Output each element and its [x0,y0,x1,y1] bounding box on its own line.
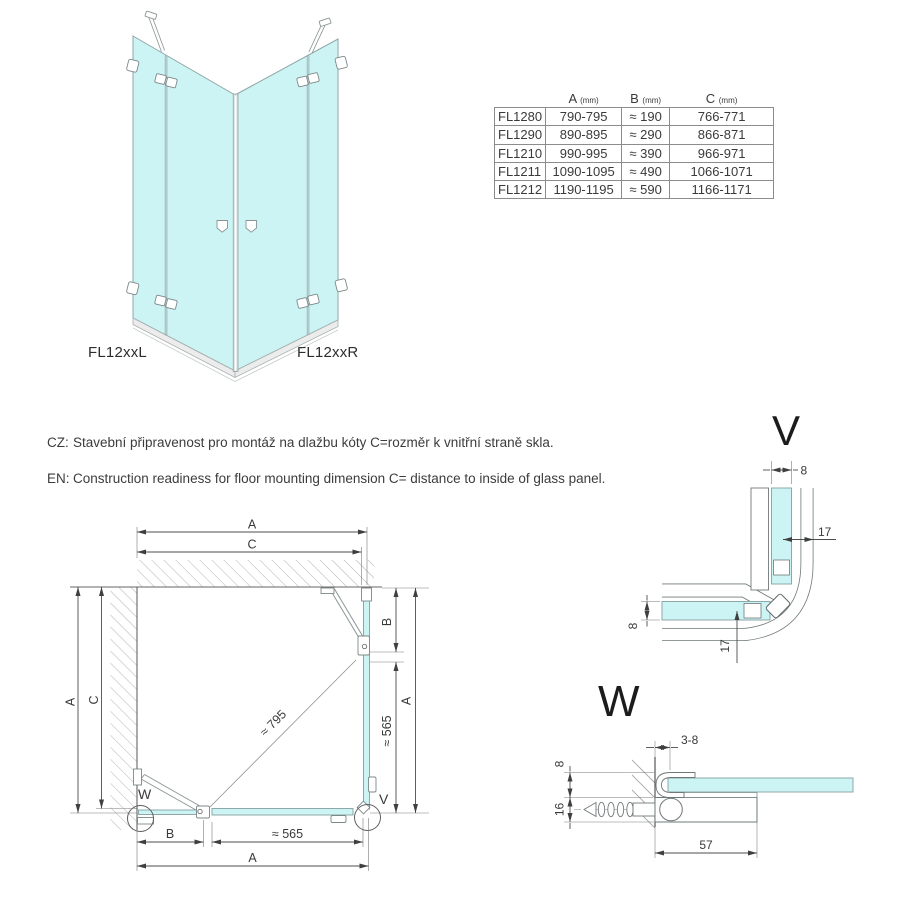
dim-label-right-b: B [380,617,394,627]
dimension-table [494,90,774,199]
dim-label-left-c: C [87,695,101,705]
table-row [495,126,774,144]
vertical-profile-left [751,488,769,590]
dim-label-upper: 8 [552,760,567,768]
dim-label-top-a: A [247,517,257,532]
dim-label-adjust: 3-8 [681,733,699,747]
table-row [495,144,774,162]
dim-label-bottom-b: B [165,827,175,841]
cell-c: 1166-1171 [670,181,774,199]
dim-label-right-a: A [399,696,414,706]
header-unit: (mm) [580,96,599,105]
header-letter: A [568,91,577,106]
cell-code: FL1280 [495,108,546,126]
cell-b: ≈ 590 [622,181,670,199]
cell-code: FL1210 [495,144,546,162]
cell-a: 790-795 [546,108,622,126]
dim-label-diagonal: ≈ 795 [257,707,290,740]
model-label-left: FL12xxL [88,344,147,361]
table-row [495,162,774,180]
open-doors [141,589,368,812]
dim-label-glass-top: 8 [800,463,808,478]
note-en [47,471,605,486]
cell-b: ≈ 390 [622,144,670,162]
plan-glass [139,592,370,815]
cell-c: 866-871 [670,126,774,144]
diagonal-line [210,660,356,807]
corner-post [233,94,238,372]
dim-label-lower: 16 [552,802,567,817]
screw-anchor [574,802,662,816]
dim-label-bottom-565: ≈ 565 [271,827,304,841]
product-isometric-drawing [80,8,410,383]
dim-label-right-565: ≈ 565 [380,715,394,747]
dim-label-bottom-a: A [248,851,257,865]
marker-label-v: V [379,791,389,807]
cell-c: 1066-1071 [670,162,774,180]
dim-label-top-c: C [247,537,257,552]
cell-code: FL1211 [495,162,546,180]
dim-label-depth: 57 [699,838,713,852]
table-row [495,108,774,126]
header-unit: (mm) [642,96,662,105]
dim-label-offset-bottom: 17 [718,639,732,653]
cell-a: 1190-1195 [546,181,622,199]
table-header-a [546,90,622,108]
note-en-text: Construction readiness for floor mounting dimension C= distance to inside of glass panel. [73,471,606,486]
detail-w-title: W [598,677,640,726]
table-header-row [495,90,774,108]
note-cz-text: Stavební připravenost pro montáž na dlažbu kóty C=rozměr k vnitřní straně skla. [73,435,554,450]
detail-w-glass [668,778,853,792]
cell-code: FL1212 [495,181,546,199]
cell-a: 890-895 [546,126,622,144]
model-label-right: FL12xxR [297,344,359,361]
floor-plan-drawing [50,505,430,895]
table-row [495,181,774,199]
cell-c: 966-971 [670,144,774,162]
table-header-b [622,90,670,108]
cell-c: 766-771 [670,108,774,126]
cell-code: FL1290 [495,126,546,144]
table-header-empty [495,90,546,108]
note-cz-label: CZ: [47,435,69,450]
dim-label-left-a: A [63,697,78,707]
header-unit: (mm) [718,96,738,105]
cell-a: 990-995 [546,144,622,162]
detail-w-hatch [632,760,655,828]
cell-b: ≈ 490 [622,162,670,180]
note-cz [47,435,554,450]
cell-a: 1090-1095 [546,162,622,180]
note-en-label: EN: [47,471,70,486]
detail-v-drawing [620,450,885,670]
cell-b: ≈ 290 [622,126,670,144]
cell-b: ≈ 190 [622,108,670,126]
detail-w-drawing [540,725,870,870]
header-letter: C [705,91,716,106]
marker-label-w: W [138,786,152,802]
dim-label-glass-left: 8 [626,622,640,630]
detail-v-title: V [772,407,801,454]
dim-label-offset-right: 17 [818,525,832,539]
header-letter: B [630,91,639,106]
table-header-c [670,90,774,108]
